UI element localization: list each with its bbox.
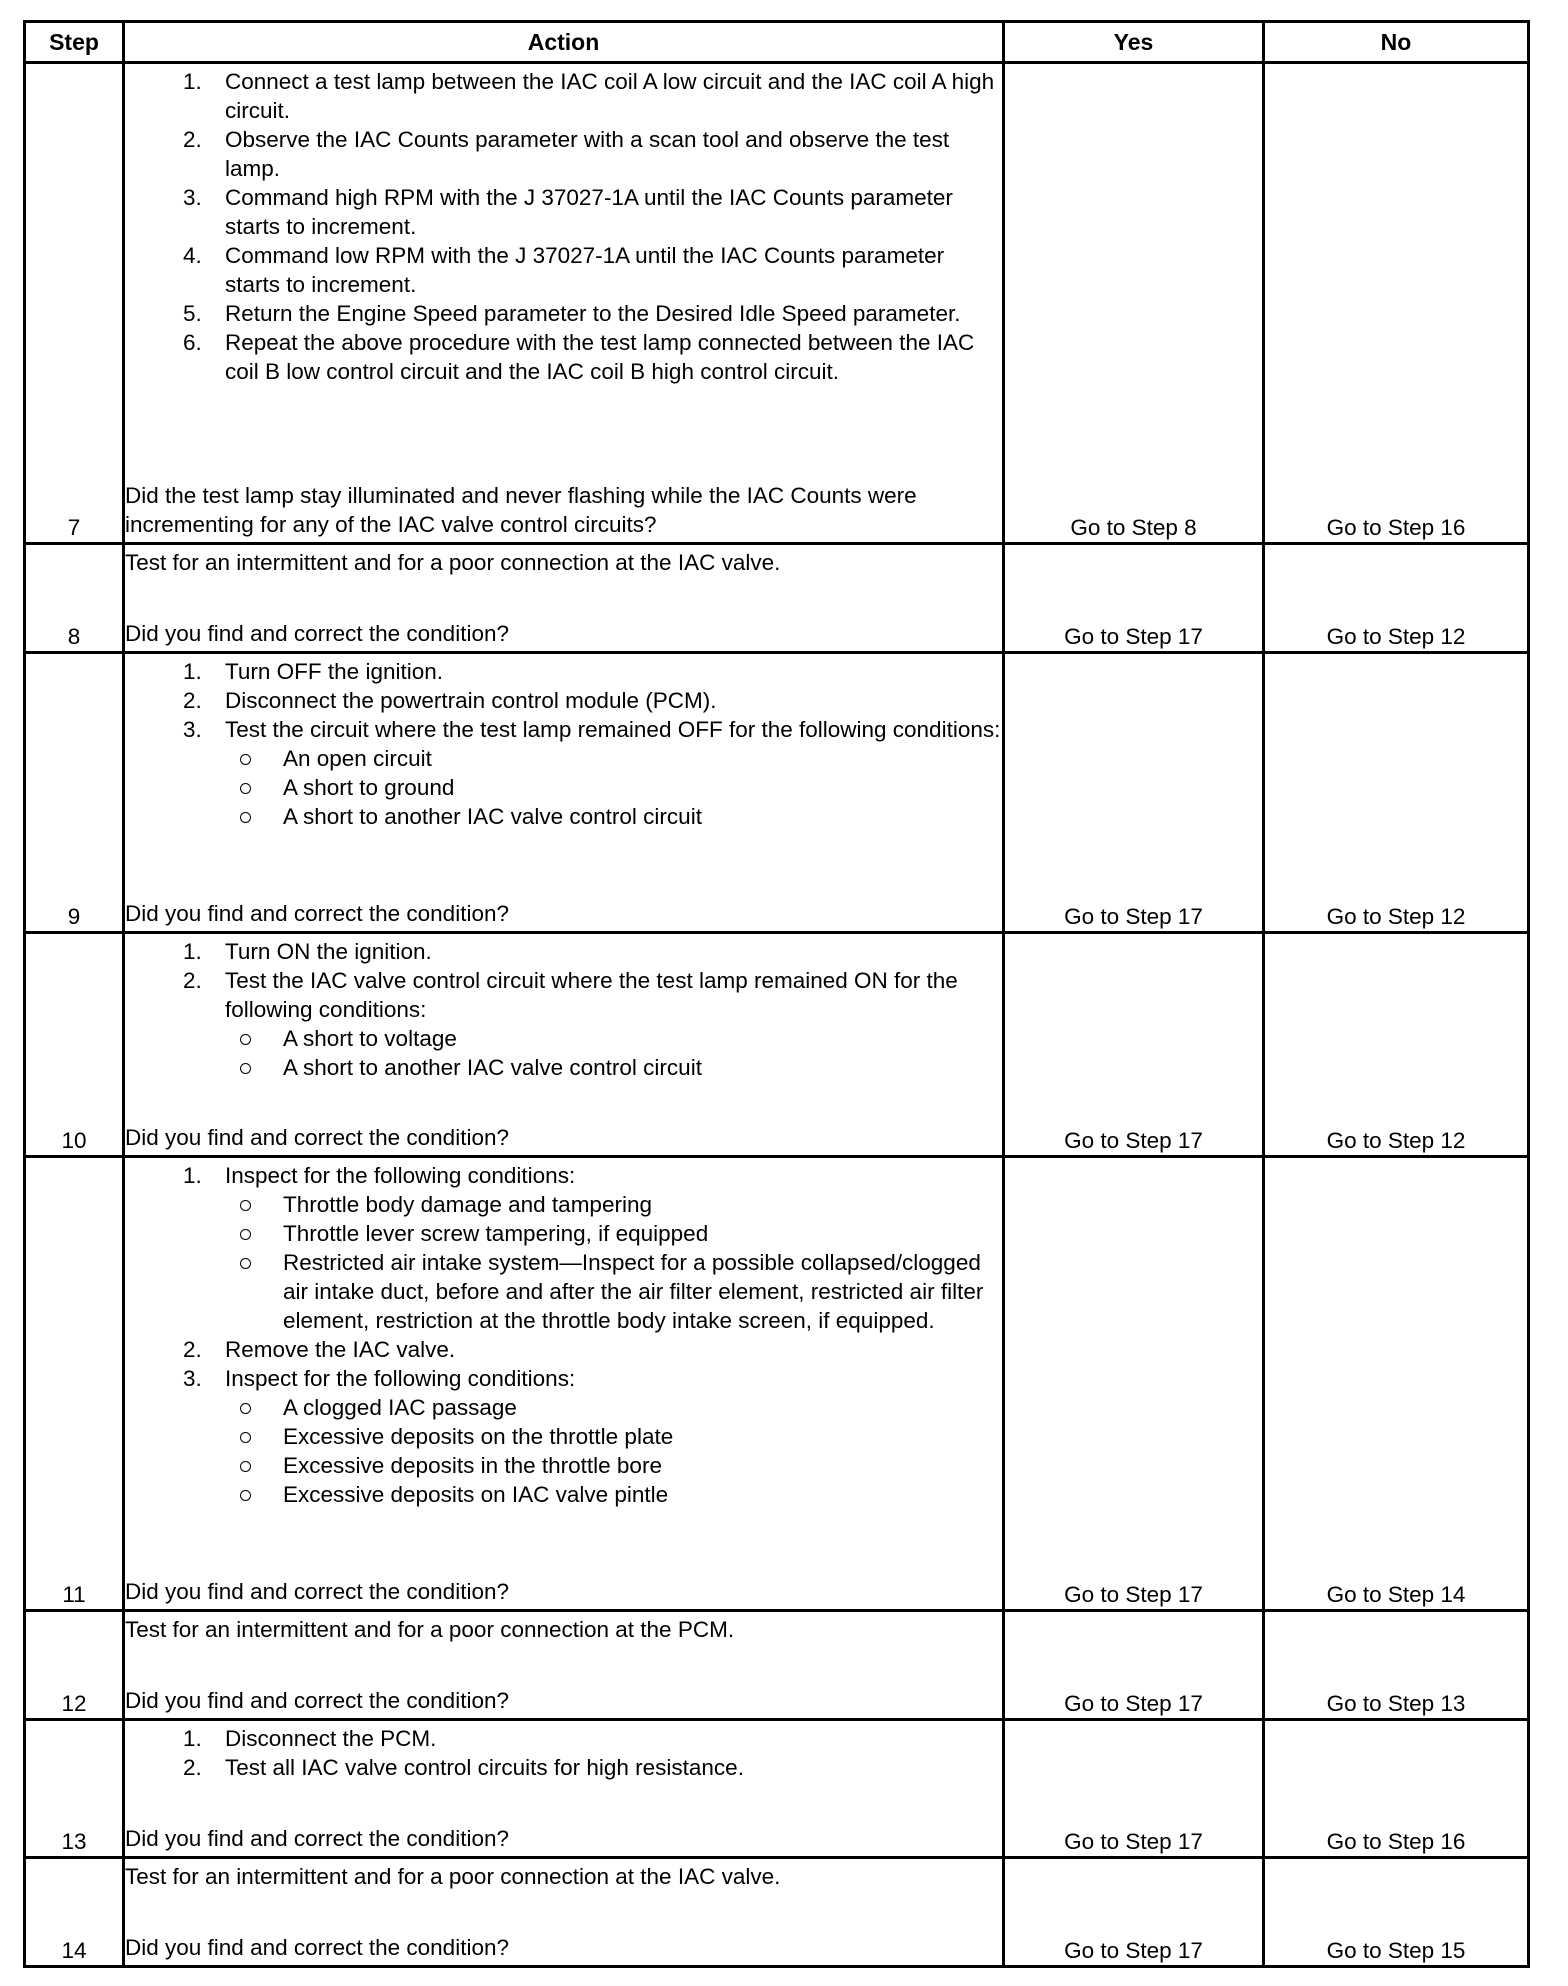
- action-steps: [125, 67, 1002, 386]
- sub-list-item: [125, 1248, 1002, 1335]
- list-item: [125, 1335, 1002, 1364]
- sub-list-item-text: Excessive deposits on the throttle plate: [283, 1424, 674, 1449]
- list-item-text: Observe the IAC Counts parameter with a scan tool and observe the test lamp.: [225, 127, 950, 181]
- action-steps: [125, 1161, 1002, 1509]
- circle-bullet-icon: [125, 1053, 283, 1082]
- circle-bullet-icon: [125, 1422, 283, 1451]
- sub-list-item: [125, 1480, 1002, 1509]
- table-row: [25, 1720, 1529, 1858]
- header-action: Action: [124, 22, 1004, 63]
- sub-list-item: [125, 1053, 1002, 1082]
- list-item-number: 1.: [183, 69, 202, 94]
- action-cell: [124, 1611, 1004, 1720]
- header-step: Step: [25, 22, 124, 63]
- table-body: [25, 63, 1529, 1967]
- action-steps: [125, 548, 1002, 577]
- sub-list-item: [125, 1422, 1002, 1451]
- action-content: [125, 1615, 1002, 1718]
- sub-list-item: [125, 1393, 1002, 1422]
- action-steps: [125, 1724, 1002, 1782]
- sub-list-item: [125, 1190, 1002, 1219]
- yes-result: Go to Step 17: [1004, 544, 1264, 653]
- table-row: [25, 1858, 1529, 1967]
- sub-list-item-text: A short to voltage: [283, 1026, 457, 1051]
- no-result: Go to Step 12: [1264, 653, 1529, 933]
- no-result: Go to Step 12: [1264, 544, 1529, 653]
- no-result: Go to Step 13: [1264, 1611, 1529, 1720]
- action-content: [125, 1724, 1002, 1856]
- step-number: 13: [25, 1720, 124, 1858]
- yes-result: Go to Step 8: [1004, 63, 1264, 544]
- step-number: 10: [25, 933, 124, 1157]
- yes-result: Go to Step 17: [1004, 1611, 1264, 1720]
- list-item: [125, 299, 1002, 328]
- list-item-number: 1.: [183, 939, 202, 964]
- list-item: [125, 1161, 1002, 1190]
- action-steps: [125, 937, 1002, 1082]
- action-cell: [124, 1720, 1004, 1858]
- sub-list-item-text: Throttle lever screw tampering, if equipped: [283, 1221, 709, 1246]
- sub-list-item: [125, 1219, 1002, 1248]
- list-item-number: 2.: [183, 127, 202, 152]
- list-item: [125, 715, 1002, 744]
- list-item-text: Test the IAC valve control circuit where the test lamp remained ON for the following conditions:: [225, 968, 958, 1022]
- list-item-number: 1.: [183, 1163, 202, 1188]
- step-number: 7: [25, 63, 124, 544]
- list-item-number: 2.: [183, 1755, 202, 1780]
- action-steps: [125, 1615, 1002, 1644]
- sub-list-item-text: Excessive deposits in the throttle bore: [283, 1453, 662, 1478]
- action-steps: [125, 657, 1002, 831]
- list-item: [125, 937, 1002, 966]
- action-cell: [124, 1157, 1004, 1611]
- step-number: 11: [25, 1157, 124, 1611]
- list-item: [125, 125, 1002, 183]
- circle-bullet-icon: [125, 744, 283, 773]
- sub-list-item: [125, 1451, 1002, 1480]
- sub-list-item-text: A clogged IAC passage: [283, 1395, 517, 1420]
- list-item: [125, 1753, 1002, 1782]
- list-item-text: Test all IAC valve control circuits for high resistance.: [225, 1755, 744, 1780]
- sub-list-item-text: A short to ground: [283, 775, 455, 800]
- no-result: Go to Step 16: [1264, 1720, 1529, 1858]
- table-row: [25, 933, 1529, 1157]
- sub-list-item-text: Throttle body damage and tampering: [283, 1192, 652, 1217]
- list-item-text: Test the circuit where the test lamp remained OFF for the following conditions:: [225, 717, 1001, 742]
- list-item-text: Inspect for the following conditions:: [225, 1163, 576, 1188]
- circle-bullet-icon: [125, 1393, 283, 1422]
- circle-bullet-icon: [125, 1219, 283, 1248]
- step-number: 12: [25, 1611, 124, 1720]
- action-cell: [124, 653, 1004, 933]
- sub-list-item: [125, 802, 1002, 831]
- sub-list-item-text: An open circuit: [283, 746, 432, 771]
- circle-bullet-icon: [125, 802, 283, 831]
- step-number: 9: [25, 653, 124, 933]
- list-item: [125, 183, 1002, 241]
- sub-list-item-text: Excessive deposits on IAC valve pintle: [283, 1482, 669, 1507]
- action-cell: [124, 544, 1004, 653]
- list-item: [125, 686, 1002, 715]
- action-content: [125, 937, 1002, 1155]
- action-intro: Test for an intermittent and for a poor connection at the IAC valve.: [125, 1864, 781, 1889]
- question-text: Did you find and correct the condition?: [125, 1125, 509, 1150]
- list-item-number: 2.: [183, 968, 202, 993]
- yes-result: Go to Step 17: [1004, 1858, 1264, 1967]
- question-text: Did you find and correct the condition?: [125, 901, 509, 926]
- no-result: Go to Step 14: [1264, 1157, 1529, 1611]
- no-result: Go to Step 16: [1264, 63, 1529, 544]
- table-row: [25, 653, 1529, 933]
- yes-result: Go to Step 17: [1004, 1157, 1264, 1611]
- list-item-number: 1.: [183, 659, 202, 684]
- list-item-number: 4.: [183, 243, 202, 268]
- header-yes: Yes: [1004, 22, 1264, 63]
- action-cell: [124, 1858, 1004, 1967]
- list-item-text: Turn ON the ignition.: [225, 939, 432, 964]
- sub-list-item-text: A short to another IAC valve control circuit: [283, 804, 702, 829]
- sub-list-item-text: Restricted air intake system—Inspect for a possible collapsed/clogged air intake duct, before and after the air filter element, restricted air filter element, restriction at the throttle body intake screen, if equipped.: [283, 1250, 984, 1333]
- sub-list-item: [125, 773, 1002, 802]
- action-content: [125, 657, 1002, 931]
- question-text: Did you find and correct the condition?: [125, 1826, 509, 1851]
- header-row: [25, 22, 1529, 63]
- list-item-number: 3.: [183, 717, 202, 742]
- question-text: Did you find and correct the condition?: [125, 1688, 509, 1713]
- action-content: [125, 67, 1002, 542]
- step-number: 8: [25, 544, 124, 653]
- question-text: Did you find and correct the condition?: [125, 621, 509, 646]
- step-number: 14: [25, 1858, 124, 1967]
- table-row: [25, 1157, 1529, 1611]
- list-item-text: Inspect for the following conditions:: [225, 1366, 576, 1391]
- list-item-text: Command high RPM with the J 37027-1A until the IAC Counts parameter starts to increment.: [225, 185, 953, 239]
- list-item-text: Connect a test lamp between the IAC coil A low circuit and the IAC coil A high circuit.: [225, 69, 995, 123]
- list-item-number: 3.: [183, 185, 202, 210]
- action-content: [125, 548, 1002, 651]
- list-item-text: Disconnect the powertrain control module (PCM).: [225, 688, 717, 713]
- circle-bullet-icon: [125, 1480, 283, 1509]
- sub-list-item-text: A short to another IAC valve control circuit: [283, 1055, 702, 1080]
- list-item: [125, 328, 1002, 386]
- list-item-number: 2.: [183, 688, 202, 713]
- list-item-number: 5.: [183, 301, 202, 326]
- action-cell: [124, 63, 1004, 544]
- list-item-text: Disconnect the PCM.: [225, 1726, 437, 1751]
- action-content: [125, 1862, 1002, 1965]
- question-text: Did you find and correct the condition?: [125, 1579, 509, 1604]
- circle-bullet-icon: [125, 1190, 283, 1219]
- list-item: [125, 657, 1002, 686]
- list-item: [125, 1724, 1002, 1753]
- circle-bullet-icon: [125, 773, 283, 802]
- list-item-number: 3.: [183, 1366, 202, 1391]
- no-result: Go to Step 15: [1264, 1858, 1529, 1967]
- table-row: [25, 63, 1529, 544]
- table-row: [25, 544, 1529, 653]
- list-item-text: Command low RPM with the J 37027-1A until the IAC Counts parameter starts to increment.: [225, 243, 945, 297]
- yes-result: Go to Step 17: [1004, 1720, 1264, 1858]
- list-item: [125, 966, 1002, 1024]
- diagnostic-table: [23, 20, 1530, 1968]
- list-item: [125, 241, 1002, 299]
- list-item-text: Return the Engine Speed parameter to the Desired Idle Speed parameter.: [225, 301, 961, 326]
- action-intro: Test for an intermittent and for a poor connection at the IAC valve.: [125, 550, 781, 575]
- yes-result: Go to Step 17: [1004, 653, 1264, 933]
- question-text: Did you find and correct the condition?: [125, 1935, 509, 1960]
- action-steps: [125, 1862, 1002, 1891]
- no-result: Go to Step 12: [1264, 933, 1529, 1157]
- header-no: No: [1264, 22, 1529, 63]
- sub-list-item: [125, 1024, 1002, 1053]
- list-item-number: 2.: [183, 1337, 202, 1362]
- list-item-number: 1.: [183, 1726, 202, 1751]
- list-item-text: Remove the IAC valve.: [225, 1337, 456, 1362]
- list-item-text: Repeat the above procedure with the test lamp connected between the IAC coil B low control circuit and the IAC coil B high control circuit.: [225, 330, 975, 384]
- table-row: [25, 1611, 1529, 1720]
- sub-list-item: [125, 744, 1002, 773]
- action-cell: [124, 933, 1004, 1157]
- circle-bullet-icon: [125, 1248, 283, 1335]
- circle-bullet-icon: [125, 1024, 283, 1053]
- action-content: [125, 1161, 1002, 1609]
- question-text: Did the test lamp stay illuminated and never flashing while the IAC Counts were incrementing for any of the IAC valve control circuits?: [125, 483, 917, 537]
- list-item-number: 6.: [183, 330, 202, 355]
- action-intro: Test for an intermittent and for a poor connection at the PCM.: [125, 1617, 735, 1642]
- list-item: [125, 67, 1002, 125]
- yes-result: Go to Step 17: [1004, 933, 1264, 1157]
- list-item: [125, 1364, 1002, 1393]
- list-item-text: Turn OFF the ignition.: [225, 659, 444, 684]
- circle-bullet-icon: [125, 1451, 283, 1480]
